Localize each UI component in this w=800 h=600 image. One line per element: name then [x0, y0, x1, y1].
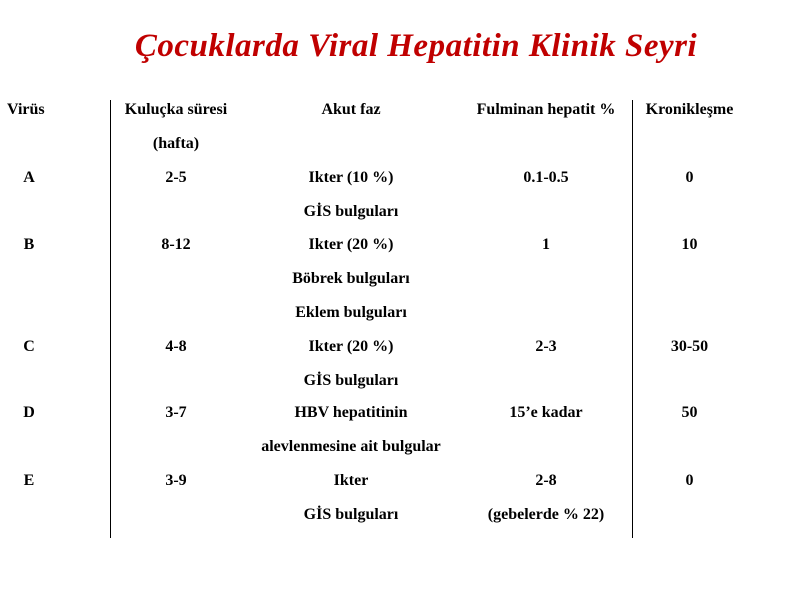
row-a-acute-2: GİS bulguları [303, 203, 399, 220]
row-a-acute-1: Ikter (10 %) [308, 169, 394, 186]
row-d-fulminant: 15’e kadar [509, 404, 583, 421]
row-b-virus: B [23, 236, 35, 253]
row-a-incubation: 2-5 [165, 169, 187, 186]
row-d-acute-1: HBV hepatitinin [294, 404, 408, 421]
row-c-chronicity: 30-50 [670, 338, 709, 355]
row-e-chronicity: 0 [685, 472, 694, 489]
slide-title: Çocuklarda Viral Hepatitin Klinik Seyri [134, 28, 698, 64]
row-e-acute-2: GİS bulguları [303, 506, 399, 523]
header-incubation: Kuluçka süresi [124, 101, 228, 118]
header-fulminant-hepatitis: Fulminan hepatit % [476, 101, 616, 118]
row-e-virus: E [23, 472, 35, 489]
row-e-acute-1: Ikter [333, 472, 369, 489]
row-c-acute-2: GİS bulguları [303, 372, 399, 389]
row-b-chronicity: 10 [681, 236, 698, 253]
row-c-virus: C [23, 338, 35, 355]
header-virus: Virüs [7, 101, 45, 118]
row-b-acute-1: Ikter (20 %) [308, 236, 394, 253]
row-b-acute-3: Eklem bulguları [295, 304, 407, 321]
row-b-acute-2: Böbrek bulguları [292, 270, 410, 287]
header-incubation-unit: (hafta) [152, 135, 200, 152]
header-chronicity: Kronikleşme [645, 101, 734, 118]
row-b-incubation: 8-12 [161, 236, 191, 253]
row-e-fulminant-2: (gebelerde % 22) [487, 506, 605, 523]
hepatitis-table [0, 96, 800, 538]
row-a-virus: A [23, 169, 35, 186]
row-d-incubation: 3-7 [165, 404, 187, 421]
row-d-acute-2: alevlenmesine ait bulgular [261, 438, 441, 455]
row-e-incubation: 3-9 [165, 472, 187, 489]
row-e-fulminant-1: 2-8 [535, 472, 557, 489]
row-a-fulminant: 0.1-0.5 [523, 169, 569, 186]
row-d-chronicity: 50 [681, 404, 698, 421]
column-divider-1 [110, 100, 111, 538]
column-divider-2 [632, 100, 633, 538]
row-c-incubation: 4-8 [165, 338, 187, 355]
header-acute-phase: Akut faz [321, 101, 381, 118]
row-c-fulminant: 2-3 [535, 338, 557, 355]
row-a-chronicity: 0 [685, 169, 694, 186]
row-b-fulminant: 1 [542, 236, 550, 253]
row-c-acute-1: Ikter (20 %) [308, 338, 394, 355]
row-d-virus: D [23, 404, 35, 421]
